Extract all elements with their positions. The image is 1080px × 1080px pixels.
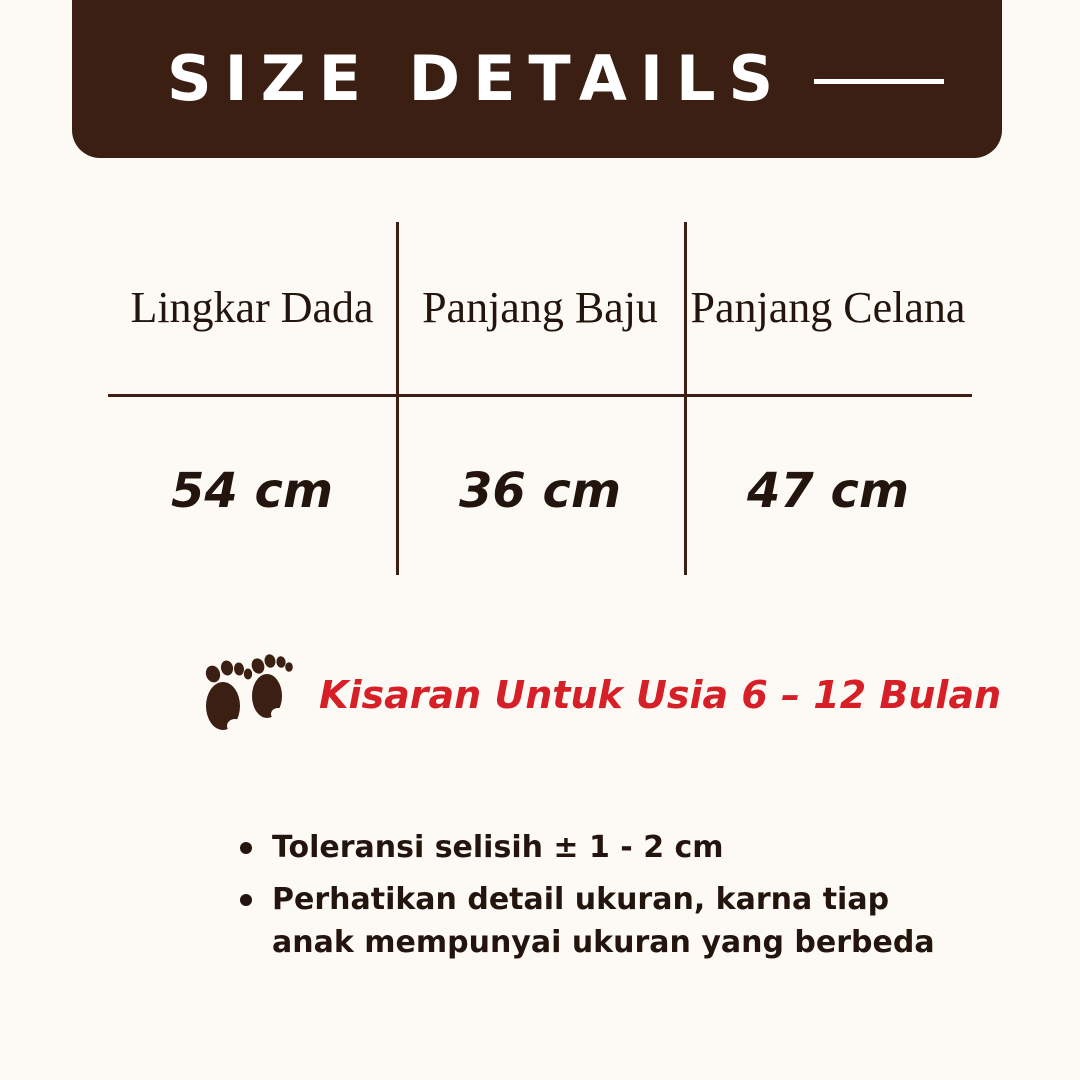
header-banner (72, 0, 1002, 158)
table-header-cell (684, 222, 972, 394)
measurement-table (108, 222, 972, 582)
age-range-label: Kisaran Untuk Usia 6 – 12 Bulan (319, 673, 1002, 717)
bullet-icon (240, 842, 252, 854)
baby-footprints-icon (195, 640, 305, 750)
note-text: Toleransi selisih ± 1 - 2 cm (272, 830, 724, 865)
table-value-cell (396, 397, 684, 585)
column-header-label: Panjang Baju (422, 283, 658, 333)
measurement-value: 47 cm (747, 463, 909, 519)
measurement-value: 36 cm (459, 463, 621, 519)
table-header-cell (396, 222, 684, 394)
list-item (240, 878, 940, 965)
bullet-icon (240, 894, 252, 906)
header-divider-line (814, 79, 944, 84)
measurement-value: 54 cm (171, 463, 333, 519)
table-value-cell (108, 397, 396, 585)
table-value-row (108, 397, 972, 585)
list-item (240, 826, 940, 870)
column-header-label: Panjang Celana (690, 283, 966, 333)
note-text: Perhatikan detail ukuran, karna tiap anak mempunyai ukuran yang berbeda (272, 881, 935, 960)
table-value-cell (684, 397, 972, 585)
page-title: SIZE DETAILS (167, 42, 787, 115)
column-header-label: Lingkar Dada (130, 283, 374, 333)
table-header-row (108, 222, 972, 394)
age-range-note (195, 640, 1001, 750)
notes-list (240, 826, 940, 973)
table-header-cell (108, 222, 396, 394)
